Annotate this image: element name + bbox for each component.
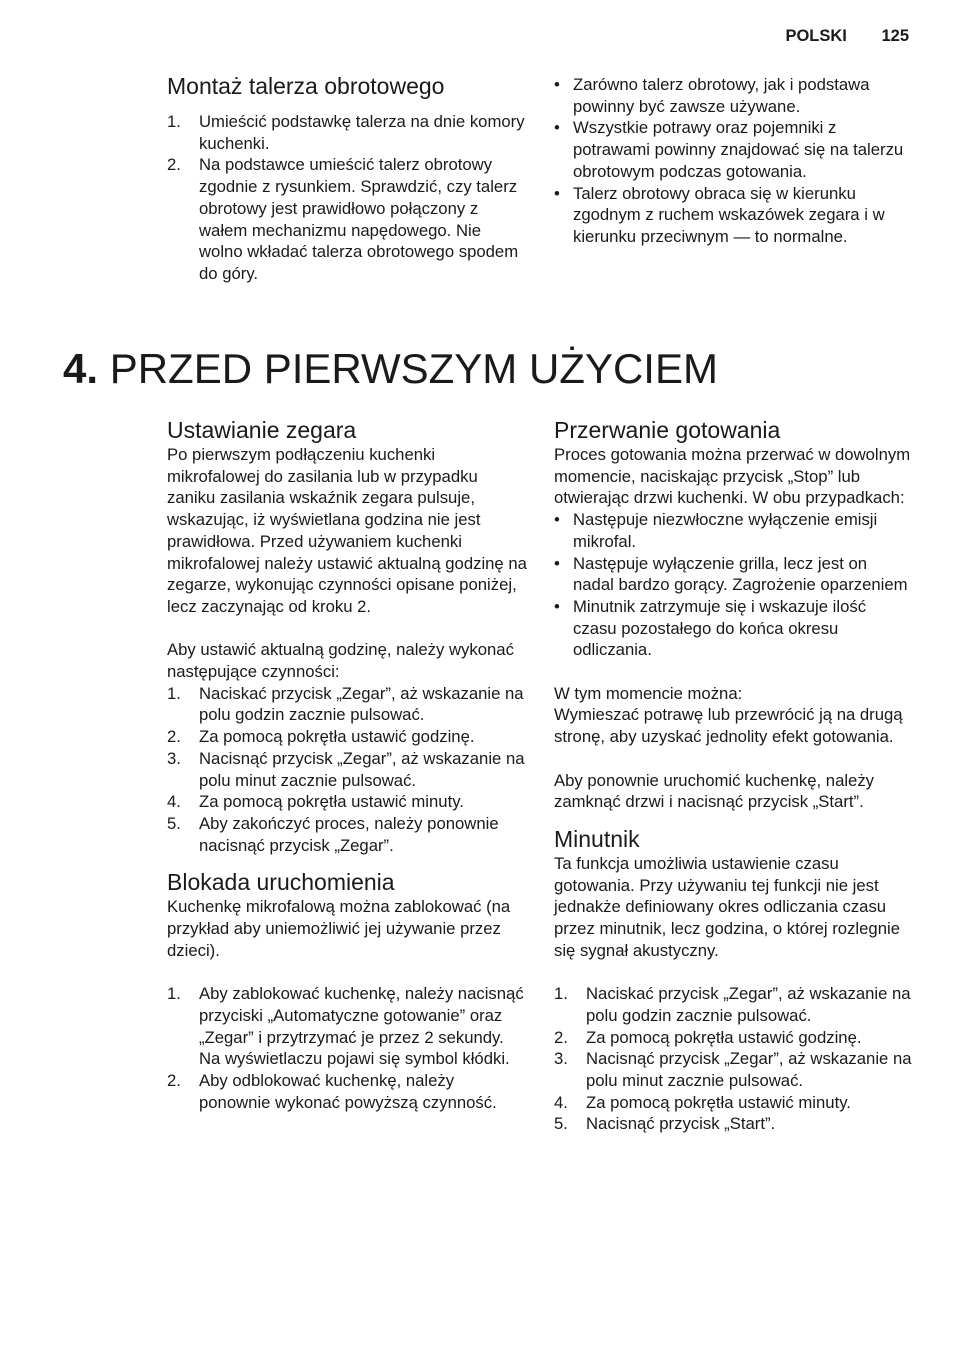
interrupt-bullets [554, 509, 912, 661]
turntable-notes [554, 74, 912, 248]
list-item: • Następuje niezwłoczne wyłączenie emisji mikrofal. [554, 510, 878, 551]
left-column [167, 416, 527, 1113]
clock-intro: Po pierwszym podłączeniu kuchenki mikrofalowej do zasilania lub w przypadku zaniku zasilania wskaźnik zegara pulsuje, wskazując, iż wyświetlana godzina nie jest prawidłowa. Przed używaniem kuchenki mikrofalowej należy ustawić aktualną godzinę na zegarze, wykonując czynności opisane poniżej, lecz zaczynając od kroku 2. [167, 445, 527, 616]
page-number: 125 [881, 27, 909, 45]
chapter-name: PRZED PIERWSZYM UŻYCIEM [109, 345, 718, 392]
list-item: • Zarówno talerz obrotowy, jak i podstawa powinny być zawsze używane. [554, 75, 870, 116]
clock-heading: Ustawianie zegara [167, 417, 357, 443]
list-item: • Następuje wyłączenie grilla, lecz jest on nadal bardzo gorący. Zagrożenie oparzeniem [554, 553, 908, 595]
turntable-heading: Montaż talerza obrotowego [167, 73, 445, 99]
clock-steps [167, 683, 527, 857]
section-name: POLSKI [785, 27, 847, 45]
lock-intro: Kuchenkę mikrofalową można zablokować (na przykład aby uniemożliwić jej używanie przez dzieci). [167, 897, 511, 960]
interrupt-heading: Przerwanie gotowania [554, 417, 781, 443]
running-header [785, 27, 909, 46]
list-item: • Minutnik zatrzymuje się i wskazuje ilość czasu pozostałego do końca okresu odliczania. [554, 596, 867, 660]
interrupt-meanwhile: W tym momencie można: [554, 683, 743, 703]
list-item: 2. Na podstawce umieścić talerz obrotowy zgodnie z rysunkiem. Sprawdzić, czy talerz obrotowy jest prawidłowo połączony z wałem mechanizmu napędowego. Nie wolno wkładać talerza obrotowego spodem do góry. [167, 155, 519, 283]
list-item: 2. Za pomocą pokrętła ustawić godzinę. [554, 1027, 862, 1047]
chapter-title [63, 343, 718, 395]
list-item: 5. Aby zakończyć proces, należy ponownie nacisnąć przycisk „Zegar”. [167, 813, 499, 855]
right-column [554, 416, 912, 1135]
list-item: • Wszystkie potrawy oraz pojemniki z potrawami powinny znajdować się na talerzu obrotowym podczas gotowania. [554, 118, 904, 181]
turntable-steps [167, 111, 527, 285]
list-item: 3. Nacisnąć przycisk „Zegar”, aż wskazanie na polu minut zacznie pulsować. [554, 1049, 912, 1090]
list-item: 5. Nacisnąć przycisk „Start”. [554, 1114, 776, 1134]
list-item: 1. Naciskać przycisk „Zegar”, aż wskazanie na polu godzin zacznie pulsować. [167, 683, 524, 725]
list-item: 1. Naciskać przycisk „Zegar”, aż wskazanie na polu godzin zacznie pulsować. [554, 984, 911, 1025]
clock-lead: Aby ustawić aktualną godzinę, należy wykonać następujące czynności: [167, 640, 514, 682]
lock-steps [167, 983, 527, 1113]
chapter-number: 4. [63, 345, 99, 392]
list-item: 2. Aby odblokować kuchenkę, należy ponownie wykonać powyższą czynność. [167, 1070, 497, 1112]
list-item: 2. Za pomocą pokrętła ustawić godzinę. [167, 727, 475, 747]
list-item: 1. Umieścić podstawkę talerza na dnie komory kuchenki. [167, 112, 525, 153]
timer-heading: Minutnik [554, 825, 640, 852]
interrupt-intro: Proces gotowania można przerwać w dowolnym momencie, naciskając przycisk „Stop” lub otwierając drzwi kuchenki. W obu przypadkach: [554, 445, 911, 508]
timer-intro: Ta funkcja umożliwia ustawienie czasu gotowania. Przy używaniu tej funkcji nie jest jednakże definiowany okres odliczania czasu przez minutnik, lecz godzina, o której rozlegnie się sygnał akustyczny. [554, 853, 900, 960]
list-item: 4. Za pomocą pokrętła ustawić minuty. [167, 792, 464, 812]
list-item: • Talerz obrotowy obraca się w kierunku zgodnym z ruchem wskazówek zegara i w kierunku przeciwnym — to normalne. [554, 183, 885, 246]
timer-steps [554, 983, 912, 1135]
list-item: 1. Aby zablokować kuchenkę, należy nacisnąć przyciski „Automatyczne gotowanie” oraz „Zegar” i przytrzymać je przez 2 sekundy. Na wyświetlaczu pojawi się symbol kłódki. [167, 984, 524, 1069]
list-item: 4. Za pomocą pokrętła ustawić minuty. [554, 1092, 851, 1112]
interrupt-stir: Wymieszać potrawę lub przewrócić ją na drugą stronę, aby uzyskać jednolity efekt gotowania. [554, 705, 903, 747]
interrupt-restart: Aby ponownie uruchomić kuchenkę, należy zamknąć drzwi i nacisnąć przycisk „Start”. [554, 770, 875, 812]
lock-heading: Blokada uruchomienia [167, 869, 395, 896]
turntable-section [167, 72, 527, 285]
list-item: 3. Nacisnąć przycisk „Zegar”, aż wskazanie na polu minut zacznie pulsować. [167, 748, 525, 790]
